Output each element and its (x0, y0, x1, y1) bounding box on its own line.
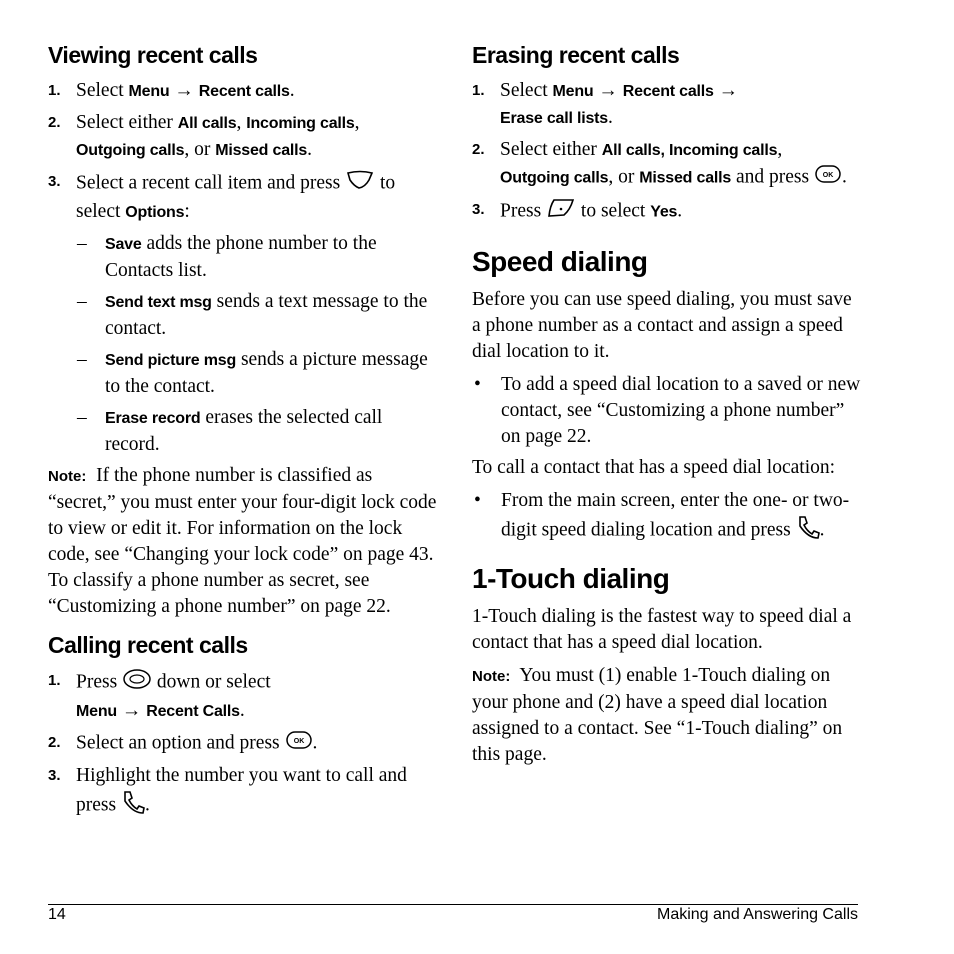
page-number: 14 (48, 906, 66, 923)
erasing-step-3: 3. Press to select Yes. (472, 197, 864, 227)
nav-key-icon (122, 668, 152, 698)
note-secret: Note: If the phone number is classified as “secret,” you must enter your four-digit lock code to view or edit it. For information on the lock code, see “Changing your lock code” on page 43. To classify a phone number as secret, see “Customizing a phone number” on page 22. (48, 465, 437, 617)
svg-text:OK: OK (293, 738, 304, 745)
viewing-step-3: 3. Select a recent call item and press to select Options: (48, 169, 438, 226)
calling-step-2: 2. Select an option and press OK . (48, 730, 438, 758)
right-softkey-icon (546, 197, 576, 227)
chapter-title: Making and Answering Calls (657, 906, 858, 923)
speed-call-intro: To call a contact that has a speed dial location: (472, 457, 836, 478)
ok-key-icon (285, 730, 313, 758)
section-heading-speed-dialing: Speed dialing (472, 246, 648, 277)
section-heading-erasing: Erasing recent calls (472, 42, 680, 68)
send-key-icon (796, 514, 820, 548)
left-softkey-icon (345, 169, 375, 199)
option-erase-record: – Erase record erases the selected call record. (77, 407, 383, 455)
footer-rule (48, 904, 858, 905)
option-send-text: – Send text msg sends a text message to the contact. (77, 291, 428, 339)
speed-bullet-call: • From the main screen, enter the one- or two-digit speed dialing location and press . (472, 488, 864, 548)
section-heading-calling: Calling recent calls (48, 632, 248, 658)
viewing-step-2: 2. Select either All calls, Incoming calls, Outgoing calls, or Missed calls. (48, 112, 360, 160)
speed-intro: Before you can use speed dialing, you must save a phone number as a contact and assign a speed dial location to it. (472, 289, 852, 362)
svg-text:OK: OK (822, 172, 834, 179)
option-save: – Save adds the phone number to the Contacts list. (77, 233, 377, 281)
section-heading-viewing: Viewing recent calls (48, 42, 258, 68)
section-heading-1-touch: 1-Touch dialing (472, 563, 670, 594)
right-column (472, 36, 864, 775)
send-key-icon (121, 789, 145, 823)
touch-intro: 1-Touch dialing is the fastest way to speed dial a contact that has a speed dial location. (472, 606, 852, 653)
note-1-touch: Note: You must (1) enable 1-Touch dialing on your phone and (2) have a speed dial location assigned to a contact. See “1-Touch dialing” on this page. (472, 665, 843, 765)
calling-step-1: 1. Press down or select Menu → Recent Calls. (48, 668, 438, 725)
speed-bullet-add: • To add a speed dial location to a saved or new contact, see “Customizing a phone number” on page 22. (474, 374, 861, 447)
erasing-step-1: 1. Select Menu → Recent calls → Erase call lists. (472, 80, 739, 128)
viewing-step-1: 1. Select Menu → Recent calls. (48, 80, 295, 101)
ok-key-icon (814, 164, 842, 192)
erasing-step-2: 2. Select either All calls, Incoming calls, Outgoing calls, or Missed calls and press OK . (472, 137, 864, 192)
left-column (48, 36, 438, 828)
calling-step-3: 3. Highlight the number you want to call and press . (48, 763, 438, 823)
option-send-picture: – Send picture msg sends a picture message to the contact. (77, 349, 428, 397)
